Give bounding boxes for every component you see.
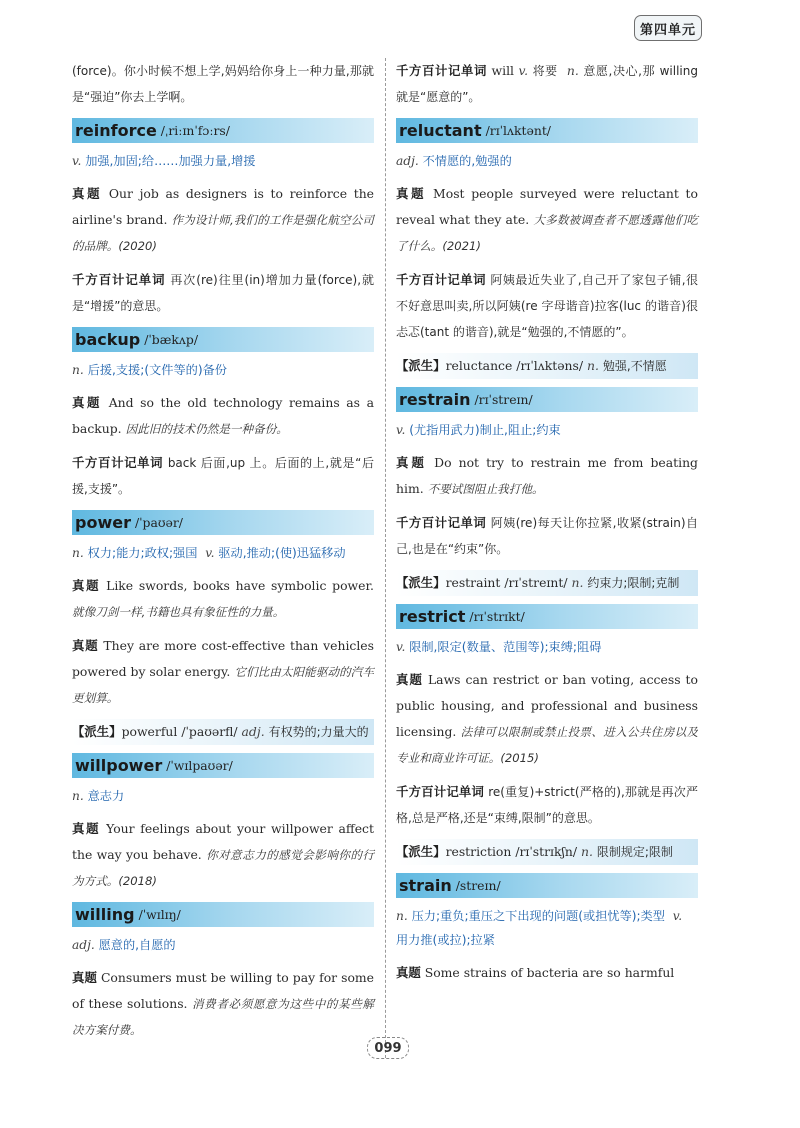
headword: reinforce: [75, 121, 157, 140]
phonetic: /ˈwɪlpaʊər/: [166, 758, 233, 773]
definition: n. 后援,支援;(文件等的)备份: [72, 363, 227, 377]
definition: n. 意志力: [72, 789, 125, 803]
derivative: 【派生】reluctance /rɪˈlʌktəns/ n. 勉强,不情愿: [396, 353, 698, 379]
headword: strain: [399, 876, 452, 895]
headword: willpower: [75, 756, 163, 775]
memory-tip: 千方百计记单词 re(重复)+strict(严格的),那就是再次严格,总是严格,还是“束缚,限制”的意思。: [396, 784, 698, 825]
example: 真题 Consumers must be willing to pay for some of these solutions. 消费者必须愿意为这些中的某些解决方案付费。: [72, 970, 374, 1037]
entry-head-reluctant: [396, 118, 698, 143]
memory-tip: 千方百计记单词 will v. 将要 n. 意愿,决心,那 willing 就是“愿意的”。: [396, 63, 698, 104]
intro-text: (force)。你小时候不想上学,妈妈给你身上一种力量,那就是“强迫”你去上学啊。: [72, 64, 374, 104]
example: 真题 Do not try to restrain me from beating him. 不要试图阻止我打他。: [396, 455, 698, 496]
headword: willing: [75, 905, 135, 924]
derivative: 【派生】restraint /rɪˈstreɪnt/ n. 约束力;限制;克制: [396, 570, 698, 596]
headword: backup: [75, 330, 141, 349]
definition: v. 限制,限定(数量、范围等);束缚;阻碍: [396, 640, 602, 654]
page-number: 099: [367, 1037, 409, 1059]
example: 真题 Our job as designers is to reinforce the airline's brand. 作为设计师,我们的工作是强化航空公司的品牌。(2020): [72, 186, 375, 253]
headword: restrain: [399, 390, 471, 409]
definition: v. 加强,加固;给……加强力量,增援: [72, 154, 256, 168]
derivative: 【派生】powerful /ˈpaʊərfl/ adj. 有权势的;力量大的: [72, 719, 374, 745]
left-column: [72, 58, 374, 1051]
entry-head-power: [72, 510, 374, 535]
example: 真题 Some strains of bacteria are so harmful: [396, 965, 675, 980]
example: 真题 Most people surveyed were reluctant to reveal what they ate. 大多数被调查者不愿透露他们吃了什么。(2021): [396, 186, 698, 253]
entry-head-restrict: [396, 604, 698, 629]
entry-head-strain: [396, 873, 698, 898]
phonetic: /ˌriːɪnˈfɔːrs/: [160, 123, 230, 138]
entry-head-reinforce: [72, 118, 374, 143]
definition: n. 权力;能力;政权;强国 v. 驱动,推动;(使)迅猛移动: [72, 546, 346, 560]
column-divider: [385, 58, 386, 1058]
example: 真题 Laws can restrict or ban voting, access to public housing, and professional and business licensing. 法律可以限制或禁止投票、进入公共住房以及专业和商业许可证。(2015): [396, 672, 699, 765]
phonetic: /ˈwɪlɪŋ/: [138, 907, 181, 922]
definition: adj. 愿意的,自愿的: [72, 938, 176, 952]
memory-tip: 千方百计记单词 再次(re)往里(in)增加力量(force),就是“增援”的意思。: [72, 272, 374, 313]
phonetic: /rɪˈlʌktənt/: [485, 123, 551, 138]
entry-head-willing: [72, 902, 374, 927]
memory-tip: 千方百计记单词 阿姨最近失业了,自己开了家包子铺,很不好意思叫卖,所以阿姨(re 字母谐音)拉客(luc 的谐音)很忐忑(tant 的谐音),就是“勉强的,不情愿的”。: [396, 272, 698, 339]
example: 真题 Your feelings about your willpower affect the way you behave. 你对意志力的感觉会影响你的行为方式。(2018): [72, 821, 374, 888]
phonetic: /streɪn/: [455, 878, 501, 893]
example: 真题 They are more cost-effective than vehicles powered by solar energy. 它们比由太阳能驱动的汽车更划算。: [72, 638, 374, 705]
headword: power: [75, 513, 131, 532]
definition: n. 压力;重负;重压之下出现的问题(或担忧等);类型 v. 用力推(或拉);拉紧: [396, 909, 683, 947]
phonetic: /rɪˈstreɪn/: [474, 392, 533, 407]
phonetic: /ˈbækʌp/: [144, 332, 198, 347]
headword: restrict: [399, 607, 466, 626]
memory-tip: 千方百计记单词 阿姨(re)每天让你拉紧,收紧(strain)自己,也是在“约束”你。: [396, 515, 699, 556]
headword: reluctant: [399, 121, 482, 140]
right-column: [396, 58, 698, 994]
entry-head-backup: [72, 327, 374, 352]
phonetic: /ˈpaʊər/: [134, 515, 183, 530]
phonetic: /rɪˈstrɪkt/: [469, 609, 525, 624]
definition: v. (尤指用武力)制止,阻止;约束: [396, 423, 561, 437]
memory-tip: 千方百计记单词 back 后面,up 上。后面的上,就是“后援,支援”。: [72, 455, 374, 496]
entry-head-willpower: [72, 753, 374, 778]
unit-tag: 第四单元: [634, 15, 702, 41]
derivative: 【派生】restriction /rɪˈstrɪkʃn/ n. 限制规定;限制: [396, 839, 698, 865]
entry-head-restrain: [396, 387, 698, 412]
example: 真题 Like swords, books have symbolic power. 就像刀剑一样,书籍也具有象征性的力量。: [72, 578, 374, 619]
example: 真题 And so the old technology remains as a backup. 因此旧的技术仍然是一种备份。: [72, 395, 374, 436]
definition: adj. 不情愿的,勉强的: [396, 154, 512, 168]
